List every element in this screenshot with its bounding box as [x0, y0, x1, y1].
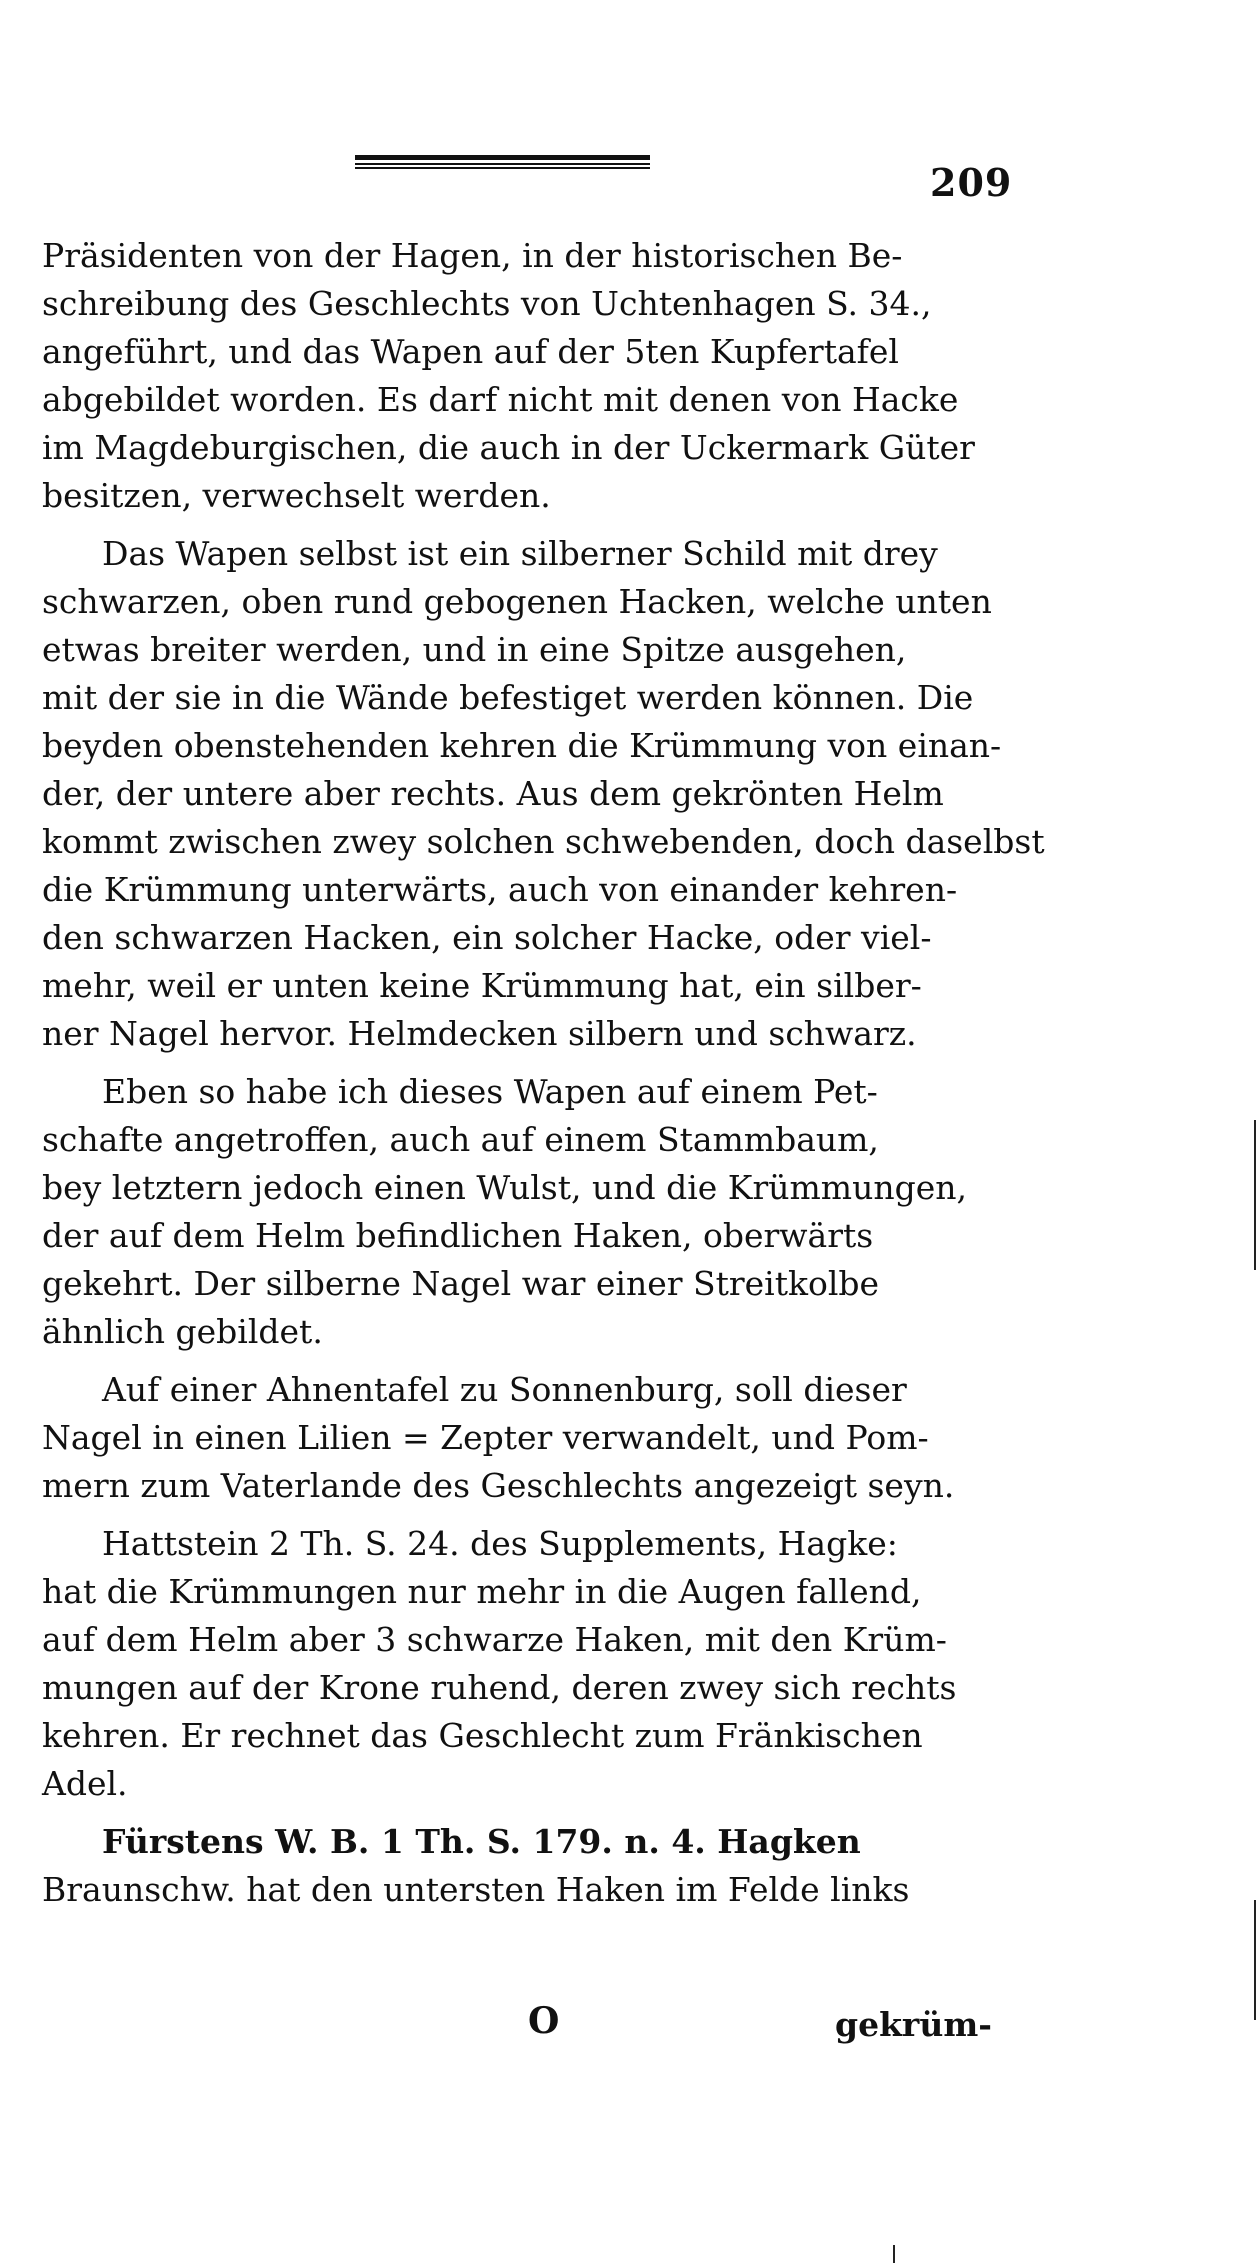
text-line: der, der untere aber rechts. Aus dem gekrönten Helm [42, 774, 944, 813]
paragraph-4 [42, 1366, 992, 1510]
text-line: etwas breiter werden, und in eine Spitze ausgehen, [42, 630, 907, 669]
text-line: kehren. Er rechnet das Geschlecht zum Fränkischen [42, 1716, 923, 1755]
text-line: gekehrt. Der silberne Nagel war einer Streitkolbe [42, 1264, 880, 1303]
text-line: hat die Krümmungen nur mehr in die Augen fallend, [42, 1572, 922, 1611]
text-line: Hattstein 2 Th. S. 24. des Supplements, Hagke: [102, 1524, 898, 1563]
text-line: schreibung des Geschlechts von Uchtenhagen S. 34., [42, 284, 932, 323]
text-line: Adel. [42, 1764, 128, 1803]
text-line: Braunschw. hat den untersten Haken im Felde links [42, 1870, 910, 1909]
text-line: Das Wapen selbst ist ein silberner Schild mit drey [102, 534, 938, 573]
text-line: besitzen, verwechselt werden. [42, 476, 551, 515]
text-line: Nagel in einen Lilien = Zepter verwandelt, und Pom- [42, 1418, 929, 1457]
paragraph-3 [42, 1068, 992, 1356]
text-line: bey letztern jedoch einen Wulst, und die Krümmungen, [42, 1168, 967, 1207]
body-text [42, 232, 1045, 1914]
page-edge-mark [893, 2245, 895, 2263]
text-line: kommt zwischen zwey solchen schwebenden, doch daselbst [42, 822, 1045, 861]
page-number: 209 [930, 160, 1013, 205]
text-line: die Krümmung unterwärts, auch von einander kehren- [42, 870, 958, 909]
text-line: mungen auf der Krone ruhend, deren zwey sich rechts [42, 1668, 957, 1707]
text-line: Fürstens W. B. 1 Th. S. 179. n. 4. Hagken [102, 1822, 861, 1861]
text-line: Präsidenten von der Hagen, in der historischen Be- [42, 236, 903, 275]
paragraph-1 [42, 232, 992, 520]
text-line: schafte angetroffen, auch auf einem Stammbaum, [42, 1120, 879, 1159]
text-line: der auf dem Helm befindlichen Haken, oberwärts [42, 1216, 874, 1255]
page-edge-mark [1254, 1120, 1256, 1270]
text-line: im Magdeburgischen, die auch in der Uckermark Güter [42, 428, 975, 467]
text-line: auf dem Helm aber 3 schwarze Haken, mit den Krüm- [42, 1620, 947, 1659]
page-edge-mark [1254, 1900, 1256, 2020]
text-line: mern zum Vaterlande des Geschlechts angezeigt seyn. [42, 1466, 955, 1505]
text-line: ner Nagel hervor. Helmdecken silbern und schwarz. [42, 1014, 917, 1053]
catchword: gekrüm- [835, 2005, 992, 2044]
text-line: Eben so habe ich dieses Wapen auf einem Pet- [102, 1072, 878, 1111]
text-line: abgebildet worden. Es darf nicht mit denen von Hacke [42, 380, 959, 419]
paragraph-6 [42, 1818, 992, 1914]
paragraph-5 [42, 1520, 992, 1808]
paragraph-2 [42, 530, 1045, 1058]
text-line: beyden obenstehenden kehren die Krümmung von einan- [42, 726, 1002, 765]
text-line: ähnlich gebildet. [42, 1312, 323, 1351]
header-ornament-rule [355, 155, 650, 169]
text-line: den schwarzen Hacken, ein solcher Hacke, oder viel- [42, 918, 932, 957]
text-line: Auf einer Ahnentafel zu Sonnenburg, soll dieser [102, 1370, 907, 1409]
text-line: mehr, weil er unten keine Krümmung hat, ein silber- [42, 966, 922, 1005]
text-line: schwarzen, oben rund gebogenen Hacken, welche unten [42, 582, 992, 621]
signature-mark: O [528, 2000, 560, 2042]
text-line: mit der sie in die Wände befestiget werden können. Die [42, 678, 974, 717]
text-line: angeführt, und das Wapen auf der 5ten Kupfertafel [42, 332, 899, 371]
